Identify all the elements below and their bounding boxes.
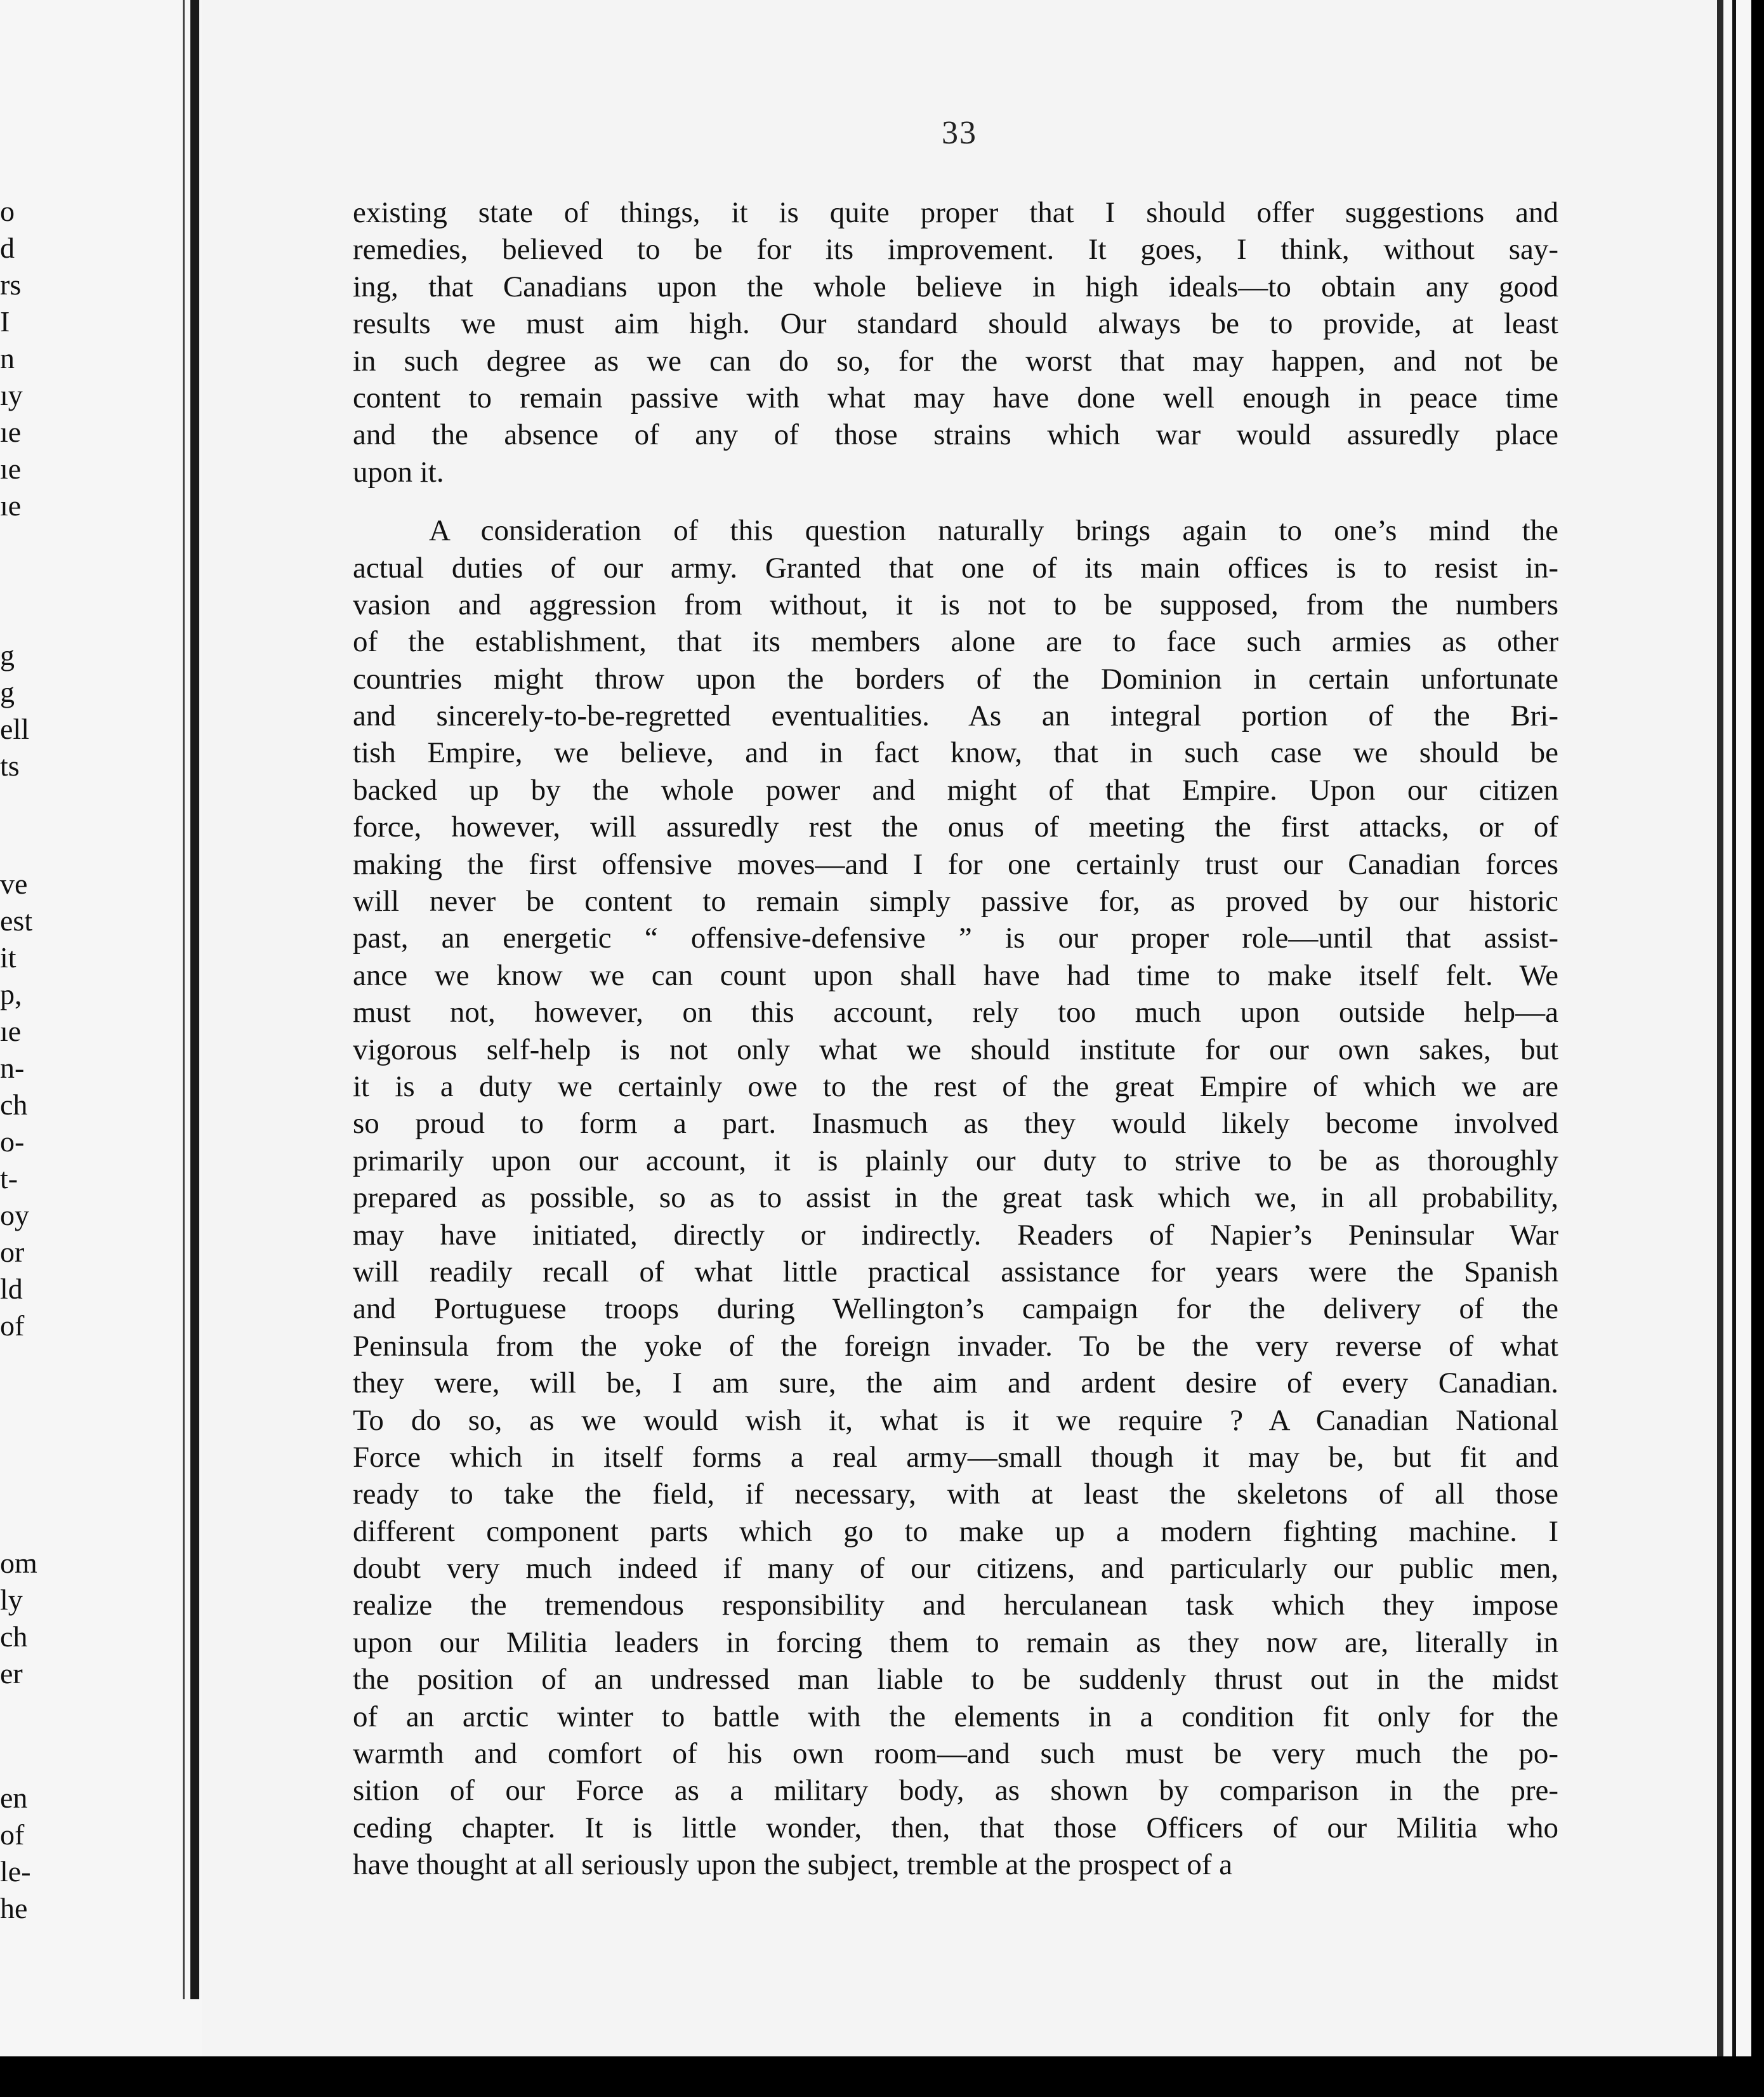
text-line: countries might throw upon the borders of the Dominion in certain unfortunate <box>353 662 1558 696</box>
facing-page-fragment: om <box>0 1547 37 1579</box>
text-line: actual duties of our army. Granted that one of its main offices is to resist in- <box>353 551 1558 585</box>
gutter-shadow <box>183 0 185 1999</box>
text-line: remedies, believed to be for its improvement. It goes, I think, without say- <box>353 233 1558 267</box>
text-line: will never be content to remain simply passive for, as proved by our historic <box>353 885 1558 918</box>
facing-page-fragment: ell <box>0 713 29 745</box>
text-line: ready to take the field, if necessary, with at least the skeletons of all those <box>353 1478 1558 1511</box>
text-line: To do so, as we would wish it, what is it we require ? A Canadian National <box>353 1403 1558 1437</box>
facing-page-fragment: ts <box>0 750 20 782</box>
facing-page-fragment: ch <box>0 1088 28 1121</box>
text-line: vasion and aggression from without, it is not to be supposed, from the numbers <box>353 588 1558 621</box>
facing-page-fragment: er <box>0 1657 23 1690</box>
text-line: past, an energetic “ offensive-defensive ” is our proper role—until that assist- <box>353 922 1558 955</box>
text-line: upon it. <box>353 455 444 489</box>
facing-page-fragment: ld <box>0 1273 23 1305</box>
text-line: making the first offensive moves—and I for one certainly trust our Canadian forces <box>353 847 1558 881</box>
text-line: doubt very much indeed if many of our citizens, and particularly our public men, <box>353 1552 1558 1585</box>
text-line: so proud to form a part. Inasmuch as they would likely become involved <box>353 1107 1558 1141</box>
scan-bottom-margin <box>0 2056 1764 2097</box>
text-line: ing, that Canadians upon the whole believe in high ideals—to obtain any good <box>353 270 1558 303</box>
text-line: ceding chapter. It is little wonder, then, that those Officers of our Militia who <box>353 1811 1558 1844</box>
facing-page-fragment: it <box>0 941 16 974</box>
text-line: primarily upon our account, it is plainly our duty to strive to be as thoroughly <box>353 1144 1558 1177</box>
facing-page-fragment: n <box>0 342 15 374</box>
facing-page-fragment: ıe <box>0 1015 22 1047</box>
text-line: ance we know we can count upon shall have had time to make itself felt. We <box>353 958 1558 992</box>
facing-page-fragment: of <box>0 1818 25 1851</box>
text-line: it is a duty we certainly owe to the rest of the great Empire of which we are <box>353 1069 1558 1103</box>
text-line: existing state of things, it is quite proper that I should offer suggestions and <box>353 196 1558 229</box>
facing-page-fragment: ve <box>0 868 28 900</box>
text-line: the position of an undressed man liable to be suddenly thrust out in the midst <box>353 1663 1558 1697</box>
text-line: results we must aim high. Our standard should always be to provide, at least <box>353 307 1558 341</box>
text-line: may have initiated, directly or indirectly. Readers of Napier’s Peninsular War <box>353 1218 1558 1252</box>
page-number: 33 <box>942 115 977 151</box>
facing-page-fragment: ıe <box>0 416 22 448</box>
facing-page-fragment: o- <box>0 1125 25 1158</box>
text-line: tish Empire, we believe, and in fact know, that in such case we should be <box>353 736 1558 770</box>
text-line: in such degree as we can do so, for the worst that may happen, and not be <box>353 344 1558 378</box>
facing-page-fragment: I <box>0 305 10 338</box>
facing-page-fragment: ly <box>0 1584 23 1616</box>
text-line: and the absence of any of those strains which war would assuredly place <box>353 418 1558 452</box>
facing-page-fragment: ch <box>0 1620 28 1653</box>
facing-page-fragment: ıe <box>0 489 22 522</box>
text-line: must not, however, on this account, rely too much upon outside help—a <box>353 996 1558 1029</box>
facing-page-fragment: of <box>0 1309 25 1342</box>
body-text <box>353 194 1558 1884</box>
text-line: Peninsula from the yoke of the foreign invader. To be the very reverse of what <box>353 1329 1558 1363</box>
facing-page-fragment: t- <box>0 1162 18 1194</box>
text-line: they were, will be, I am sure, the aim and ardent desire of every Canadian. <box>353 1366 1558 1400</box>
text-line: warmth and comfort of his own room—and such must be very much the po- <box>353 1737 1558 1771</box>
text-line: backed up by the whole power and might of that Empire. Upon our citizen <box>353 773 1558 807</box>
text-line: content to remain passive with what may have done well enough in peace time <box>353 381 1558 414</box>
book-gutter <box>190 0 199 1999</box>
facing-page-fragment: ıe <box>0 453 22 485</box>
facing-page-fragment: p, <box>0 978 22 1010</box>
page-edge-right <box>1717 0 1723 2056</box>
paragraph <box>353 512 1558 1883</box>
facing-page-fragment: le- <box>0 1855 31 1888</box>
text-line: Force which in itself forms a real army—small though it may be, but fit and <box>353 1440 1558 1474</box>
text-line: and sincerely-to-be-regretted eventualities. As an integral portion of the Bri- <box>353 699 1558 733</box>
text-line: force, however, will assuredly rest the onus of meeting the first attacks, or of <box>353 810 1558 844</box>
text-line: realize the tremendous responsibility and herculanean task which they impose <box>353 1589 1558 1622</box>
facing-page-fragment: d <box>0 232 15 264</box>
facing-page-fragment: g <box>0 676 15 708</box>
facing-page-fragment: n- <box>0 1052 25 1084</box>
facing-page-fragment: rs <box>0 268 22 301</box>
facing-page-fragment: est <box>0 904 33 937</box>
page-edge-right-outer <box>1732 0 1736 2056</box>
text-line: of the establishment, that its members alone are to face such armies as other <box>353 625 1558 659</box>
text-line: upon our Militia leaders in forcing them to remain as they now are, literally in <box>353 1625 1558 1659</box>
text-line: vigorous self-help is not only what we should institute for our own sakes, but <box>353 1033 1558 1066</box>
facing-page-fragment: or <box>0 1236 25 1268</box>
facing-page-fragment: ıy <box>0 379 23 411</box>
text-line: sition of our Force as a military body, as shown by comparison in the pre- <box>353 1774 1558 1808</box>
text-line: A consideration of this question naturally brings again to one’s mind the <box>429 514 1558 548</box>
text-line: will readily recall of what little practical assistance for years were the Spanish <box>353 1255 1558 1288</box>
facing-page-fragment: o <box>0 195 15 227</box>
facing-page-fragment: en <box>0 1782 28 1814</box>
text-line: have thought at all seriously upon the subject, tremble at the prospect of a <box>353 1848 1233 1882</box>
facing-page-fragment: he <box>0 1892 28 1924</box>
text-line: prepared as possible, so as to assist in the great task which we, in all probability, <box>353 1181 1558 1215</box>
facing-page-fragments <box>0 184 37 1924</box>
facing-page-fragment: oy <box>0 1199 29 1231</box>
facing-page-fragment: g <box>0 639 15 671</box>
text-line: different component parts which go to make up a modern fighting machine. I <box>353 1514 1558 1548</box>
paragraph <box>353 194 1558 491</box>
text-line: of an arctic winter to battle with the elements in a condition fit only for the <box>353 1700 1558 1733</box>
text-line: and Portuguese troops during Wellington’s campaign for the delivery of the <box>353 1292 1558 1326</box>
